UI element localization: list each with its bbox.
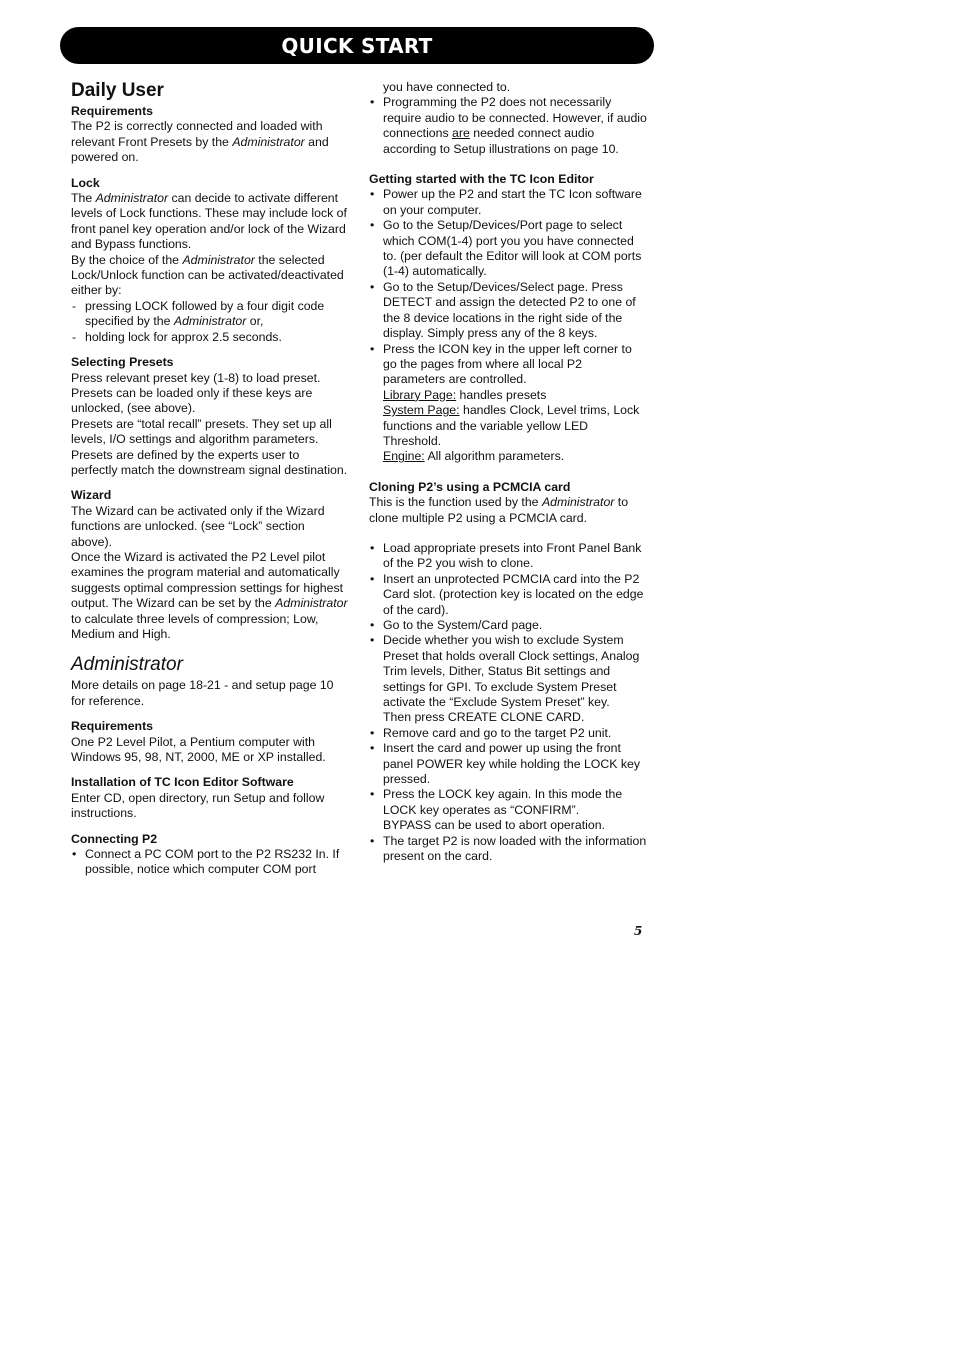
wizard-paragraph-2: Once the Wizard is activated the P2 Level pilot examines the program material and automatically suggests optimal compression settings for highest output. The Wizard can be set by the Administrator to calculate three levels of compression; Low, Medium and High. bbox=[71, 549, 348, 641]
list-item: • Press the LOCK key again. In this mode the LOCK key operates as “CONFIRM”. BYPASS can be used to abort operation. bbox=[369, 787, 647, 833]
selecting-presets-paragraph-1: Press relevant preset key (1-8) to load preset. Presets can be loaded only if these keys are unlocked, (see above). bbox=[71, 370, 321, 416]
lock-paragraph-1: The Administrator can decide to activate different levels of Lock functions. These may include lock of front panel key operation and/or lock of the Wizard and Bypass functions. bbox=[71, 191, 347, 252]
list-item: • Remove card and go to the target P2 unit. bbox=[369, 726, 647, 741]
selecting-presets-heading: Selecting Presets bbox=[71, 355, 174, 370]
wizard-paragraph-1: The Wizard can be activated only if the Wizard functions are unlocked. (see “Lock” section above). bbox=[71, 503, 325, 549]
cloning-heading: Cloning P2’s using a PCMCIA card bbox=[369, 479, 571, 494]
list-item: • Power up the P2 and start the TC Icon software on your computer. bbox=[369, 187, 647, 218]
list-item: • Connect a PC COM port to the P2 RS232 In. If possible, notice which computer COM port bbox=[71, 847, 349, 878]
connecting-list-continued bbox=[369, 80, 647, 157]
list-item: • Load appropriate presets into Front Panel Bank of the P2 you wish to clone. bbox=[369, 541, 647, 572]
list-item: you have connected to. bbox=[383, 80, 511, 94]
getting-started-heading: Getting started with the TC Icon Editor bbox=[369, 172, 594, 187]
cloning-list bbox=[369, 541, 647, 865]
banner-title: QUICK START bbox=[281, 33, 433, 58]
list-item: • Decide whether you wish to exclude System Preset that holds overall Clock settings, Analog Trim levels, Dither, Status Bit settings and settings for GPI. To exclude System Preset activate the “Exclude System Preset” key. Then press CREATE CLONE CARD. bbox=[369, 633, 647, 725]
administrator-heading: Administrator bbox=[71, 654, 183, 676]
requirements-text: The P2 is correctly connected and loaded with relevant Front Presets by the Administrator and powered on. bbox=[71, 119, 329, 165]
lock-heading: Lock bbox=[71, 175, 100, 190]
list-item: • Press the ICON key in the upper left corner to go the pages from where all local P2 parameters are controlled. Library Page: handles presets System Page: handles Clock, Level trims, Lock functions and the variable yellow LED Threshold. Engine: All algorithm parameters. bbox=[369, 342, 647, 465]
daily-user-heading: Daily User bbox=[71, 80, 164, 101]
installation-text: Enter CD, open directory, run Setup and follow instructions. bbox=[71, 790, 325, 821]
engine-label: Engine: bbox=[383, 449, 425, 464]
lock-paragraph-2: By the choice of the Administrator the selected Lock/Unlock function can be activated/deactivated either by: bbox=[71, 252, 344, 298]
administrator-intro: More details on page 18-21 - and setup page 10 for reference. bbox=[71, 678, 334, 708]
cloning-intro: This is the function used by the Administrator to clone multiple P2 using a PCMCIA card. bbox=[369, 495, 629, 525]
wizard-heading: Wizard bbox=[71, 488, 112, 503]
left-column bbox=[71, 80, 349, 878]
getting-started-list bbox=[369, 187, 647, 464]
lock-list bbox=[71, 299, 349, 345]
list-item: • Go to the Setup/Devices/Port page to select which COM(1-4) port you you have connected to. (per default the Editor will look at COM ports (1-4) automatically. bbox=[369, 218, 647, 280]
admin-requirements-heading: Requirements bbox=[71, 719, 154, 734]
right-column bbox=[369, 80, 647, 865]
requirements-heading: Requirements bbox=[71, 104, 154, 118]
list-item: • Insert an unprotected PCMCIA card into the P2 Card slot. (protection key is located on the edge of the card). bbox=[369, 572, 647, 618]
list-item: - holding lock for approx 2.5 seconds. bbox=[71, 330, 349, 345]
page-number: 5 bbox=[634, 924, 643, 938]
connecting-heading: Connecting P2 bbox=[71, 831, 158, 846]
section-banner bbox=[60, 27, 654, 64]
admin-requirements-text: One P2 Level Pilot, a Pentium computer with Windows 95, 98, NT, 2000, ME or XP installed. bbox=[71, 734, 326, 765]
list-item: - pressing LOCK followed by a four digit code specified by the Administrator or, bbox=[71, 299, 349, 330]
selecting-presets-paragraph-2: Presets are “total recall” presets. They set up all levels, I/O settings and algorithm parameters. Presets are defined by the experts user to perfectly match the downstream signal destination. bbox=[71, 416, 348, 477]
list-item: • Insert the card and power up using the front panel POWER key while holding the LOCK key pressed. bbox=[369, 741, 647, 787]
list-item: • Go to the System/Card page. bbox=[369, 618, 647, 633]
list-item: • Programming the P2 does not necessarily require audio to be connected. However, if audio connections are needed connect audio according to Setup illustrations on page 10. bbox=[369, 95, 647, 157]
system-page-label: System Page: bbox=[383, 403, 460, 418]
list-item: • The target P2 is now loaded with the information present on the card. bbox=[369, 834, 647, 865]
list-item: • Go to the Setup/Devices/Select page. Press DETECT and assign the detected P2 to one of the 8 device locations in the right side of the display. Simply press any of the 8 keys. bbox=[369, 280, 647, 342]
library-page-label: Library Page: bbox=[383, 387, 457, 402]
connecting-list bbox=[71, 847, 349, 878]
installation-heading: Installation of TC Icon Editor Software bbox=[71, 775, 294, 790]
